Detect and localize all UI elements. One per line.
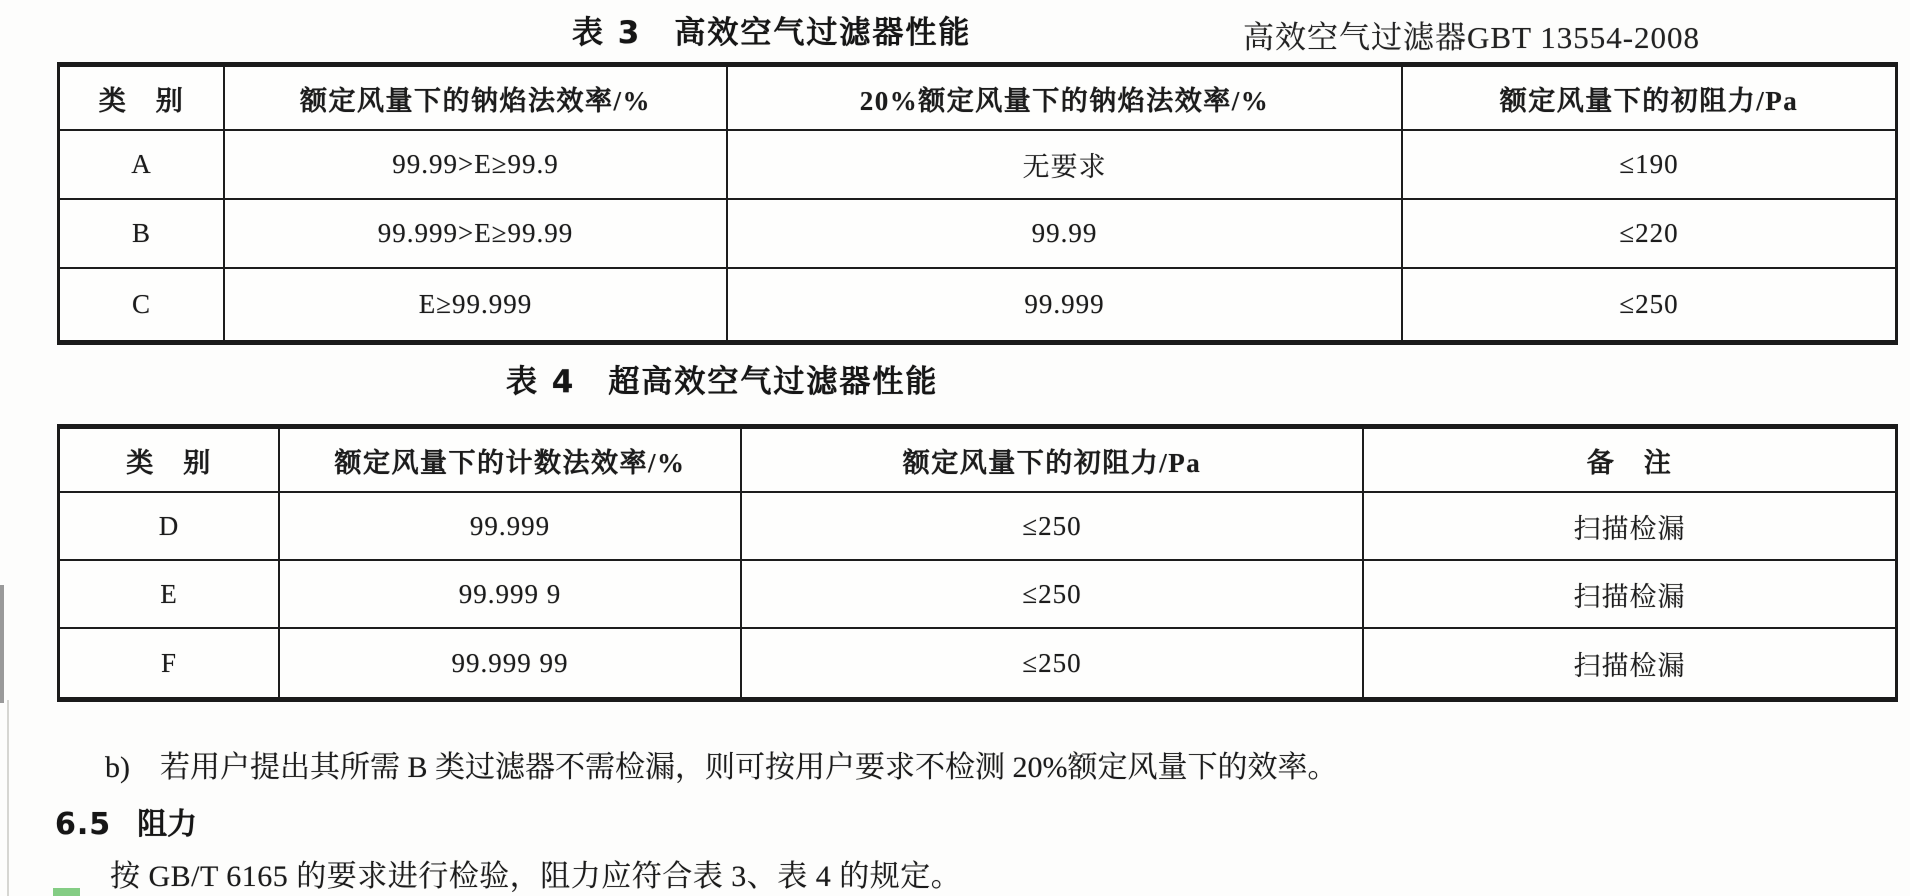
note-item-b [105,742,1338,786]
section-title: 阻力 [137,807,198,842]
table4-cell-efficiency-E: 99.999 9 [280,561,742,629]
table3-header-category: 类 别 [60,67,225,131]
table3-cell-20pct-A: 无要求 [728,131,1403,200]
table4-title: 表 4 超高效空气过滤器性能 [506,364,939,400]
table4-ulpa-filter-performance [57,424,1898,702]
table3-cell-category-C: C [60,269,225,340]
table4-header-category: 类 别 [60,429,280,493]
section-6-5-body: 按 GB/T 6165 的要求进行检验，阻力应符合表 3、表 4 的规定。 [110,860,962,893]
table3-cell-efficiency-A: 99.99>E≥99.9 [225,131,728,200]
table4-cell-remark-D: 扫描检漏 [1364,493,1895,561]
table3-cell-20pct-C: 99.999 [728,269,1403,340]
scan-edge-artifact-light [7,700,9,896]
table3-header-20pct-efficiency: 20%额定风量下的钠焰法效率/% [728,67,1403,131]
table4-cell-category-E: E [60,561,280,629]
scan-edge-artifact-dark [0,585,4,703]
table3-title: 表 3 高效空气过滤器性能 [572,15,972,51]
table4-cell-resistance-D: ≤250 [742,493,1364,561]
note-b-label: b) [105,751,130,784]
table3-cell-resistance-B: ≤220 [1403,200,1895,269]
table3-header-initial-resistance: 额定风量下的初阻力/Pa [1403,67,1895,131]
table4-header-remarks: 备 注 [1364,429,1895,493]
section-number: 6.5 [55,807,112,842]
note-b-text: 若用户提出其所需 B 类过滤器不需检漏，则可按用户要求不检测 20%额定风量下的效率。 [160,751,1338,784]
table3-cell-resistance-A: ≤190 [1403,131,1895,200]
table3-cell-category-B: B [60,200,225,269]
table3-cell-efficiency-C: E≥99.999 [225,269,728,340]
document-header-note: 高效空气过滤器GBT 13554-2008 [1243,20,1701,55]
table3-cell-20pct-B: 99.99 [728,200,1403,269]
section-6-5-heading [55,799,197,843]
table4-header-particle-count-efficiency: 额定风量下的计数法效率/% [280,429,742,493]
table3-cell-resistance-C: ≤250 [1619,289,1679,319]
table4-cell-category-D: D [60,493,280,561]
table3-cell-category-A: A [60,131,225,200]
table4-cell-resistance-F: ≤250 [742,629,1364,697]
table4-cell-efficiency-F: 99.999 99 [280,629,742,697]
table4-cell-efficiency-D: 99.999 [280,493,742,561]
table4-cell-remark-E: 扫描检漏 [1364,561,1895,629]
scan-green-artifact [53,888,80,896]
table4-cell-remark-F: 扫描检漏 [1573,650,1686,681]
table3-header-sodium-flame-efficiency: 额定风量下的钠焰法效率/% [225,67,728,131]
table3-hepa-filter-performance [57,62,1898,345]
table4-cell-resistance-E: ≤250 [742,561,1364,629]
table4-header-initial-resistance: 额定风量下的初阻力/Pa [742,429,1364,493]
table4-cell-category-F: F [60,629,280,697]
table3-cell-efficiency-B: 99.999>E≥99.99 [225,200,728,269]
